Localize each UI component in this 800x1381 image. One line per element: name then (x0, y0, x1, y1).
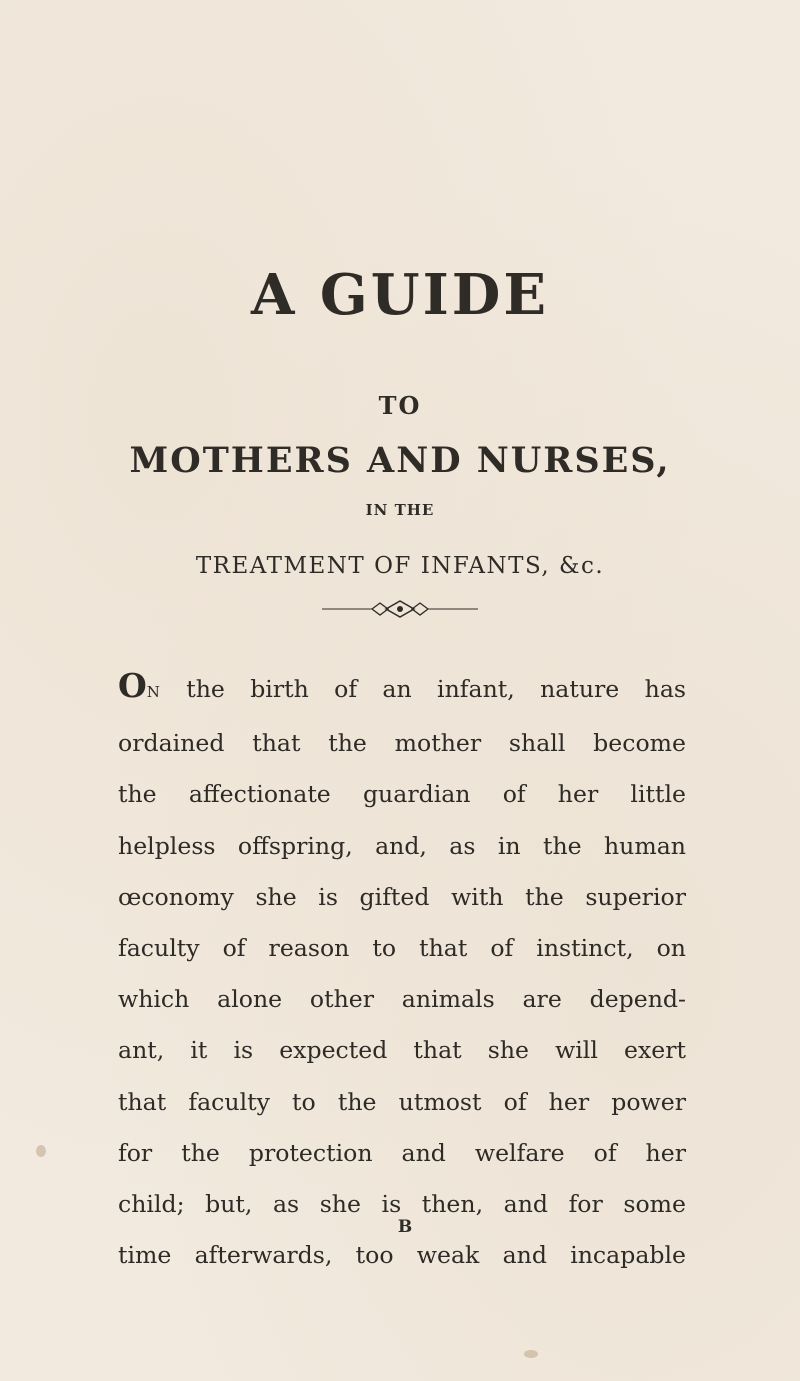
text-line: œconomy she is gifted with the superior (118, 882, 686, 911)
title-connector-2: IN THE (365, 501, 435, 519)
text-line: which alone other animals are depend- (118, 985, 686, 1014)
page-title: A GUIDE (250, 262, 550, 328)
drop-cap: O (118, 666, 147, 705)
foxing-spot (36, 1145, 46, 1157)
body-paragraph (118, 664, 686, 1281)
title-connector: TO (378, 391, 422, 420)
foxing-spot (524, 1350, 538, 1358)
small-caps-letters: N (146, 683, 161, 701)
text-line: time afterwards, too weak and incapable (118, 1241, 686, 1270)
text-line: child; but, as she is then, and for some (118, 1190, 686, 1219)
text-line: for the protection and welfare of her (118, 1138, 686, 1167)
text-line: that faculty to the utmost of her power (118, 1087, 686, 1116)
text-line: faculty of reason to that of instinct, on (118, 934, 686, 963)
ornament-divider-icon (320, 597, 480, 621)
text-line: the affectionate guardian of her little (118, 780, 686, 809)
subtitle-line-2: TREATMENT OF INFANTS, &c. (195, 553, 605, 579)
text-line: ordained that the mother shall become (118, 729, 686, 758)
subtitle-line-1: MOTHERS AND NURSES, (129, 440, 671, 481)
text-line: ant, it is expected that she will exert (118, 1036, 686, 1065)
text-line: ON the birth of an infant, nature has (118, 666, 686, 705)
signature-mark: B (397, 1217, 413, 1237)
text-line: helpless offspring, and, as in the human (118, 831, 686, 860)
